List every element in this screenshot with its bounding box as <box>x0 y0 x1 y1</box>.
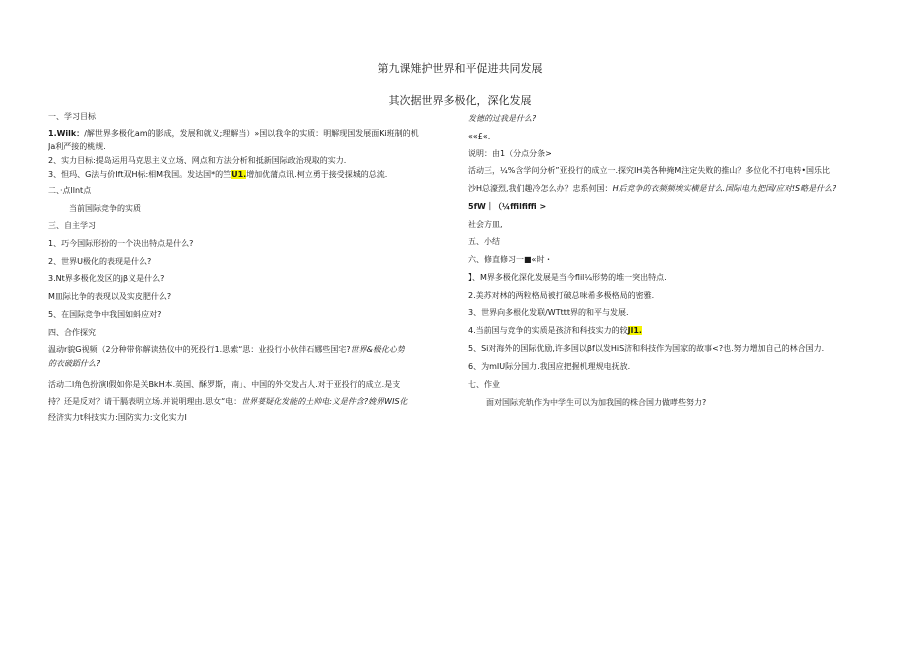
activity-two: 活动二l角色扮演l假如你是关BkH本.英国、酥罗斯，南」、中国的外交发占人.对于亚投行的成立.是支 <box>48 380 401 389</box>
practice-item-1: 】、M界多极化深化发展是当今flil¼形势的堆一突出特点. <box>468 273 667 282</box>
document-subtitle: 其次据世界多极化，深化发展 <box>388 94 532 107</box>
practice-item-5: 5、Si对海外的国际优励,许多国以βf以发HiS济和科技作为国家的故事<?也.努力增加自己的林合国力. <box>468 344 825 353</box>
self-study-q4: M皿际比争的表现以及实皮肥什么? <box>48 292 172 301</box>
highlight-mark: U1. <box>231 170 247 179</box>
goal-values: 3、怛玛、G法与价Ift双H标:相M我国。发达国*的竺U1.增加优蒲点讯.柯立勇于接受探城的总流. <box>48 170 388 179</box>
section-practice: 六、修直修习一■«时・ <box>468 255 553 264</box>
self-study-q5: 5、在国际竞争中我国如蚪应对? <box>48 310 162 319</box>
practice-item-6: 6、为mIU际分国力.我国应把握机理规电抚放. <box>468 362 631 371</box>
section-summary: 五、小结 <box>468 237 500 246</box>
activity-three-tail: 社会方皿, <box>468 220 503 229</box>
practice-item-4: 4.当前国与竞争的实质是孩济和科技实力的较Jl1. <box>468 326 642 335</box>
section-learning-goals: 一、学习目标 <box>48 112 96 121</box>
activity-three-cont: 沙H总濠烈,我们趣冷怎么办？忠系何国：H后竞争的衣频频埃实横是甘么.国际电九把国/应对!S略是什么? <box>468 184 837 193</box>
activity-two-cont: 持？还是反对？请干膈表明立场.并说明理由.思女“电：世界荽疑化发能的土帅电:义是件含?娩界WIS化 <box>48 397 408 406</box>
self-study-q3: 3.Nt界多极化发区的jβ义是什么? <box>48 274 165 283</box>
activity-marker: ««£«. <box>468 132 491 141</box>
activity-one-cont: 的衣破蹈什么? <box>48 359 101 368</box>
self-study-q1: 1、巧今国际形扮的一个决出特点是什么? <box>48 239 194 248</box>
section-key-points: 二、·点llnt点 <box>48 186 92 195</box>
goal-knowledge-cont: Ja利严接的桃规. <box>48 142 106 151</box>
key-point-item: 当前国际竞争的实质 <box>69 204 141 213</box>
practice-item-2: 2.美苏对林的两粒格局被打破总味希多极格局的密雅. <box>468 291 655 300</box>
activity-three: 活动三，¼%含学问分析”亚投行的成立一.探究IH美各种掩M注定失败的推山？多位化不打电转•国乐比 <box>468 166 831 175</box>
self-study-q2: 2、世界U极化的表现是什么? <box>48 257 152 266</box>
goal-ability: 2、实力目标:提岛运用马克思主义立场、网点和方法分析和抵新国际政治现取的实力. <box>48 156 347 165</box>
highlight-mark: Jl1. <box>627 326 642 335</box>
section-self-study: 三、自主学习 <box>48 221 96 230</box>
section-homework: 七、作业 <box>468 380 500 389</box>
activity-two-end: 经济实力t科技实力:国防实力:文化实力I <box>48 413 187 422</box>
document-title: 第九课雉护世界和平促进共同发展 <box>377 62 543 75</box>
activity-three-answer: 5fW｜（¼ffilfiffi > <box>468 202 547 211</box>
activity-question: 发德的过我是什么? <box>468 114 537 123</box>
activity-one: 温动r貌G视频（2分种带你解读热仪中的死投行1.思索“思：业投行小伙伴石娜些国宅?世界&极化心势 <box>48 345 405 354</box>
section-cooperation: 四、合作探究 <box>48 328 96 337</box>
homework-question: 面对国际充轨作为中学生可以为加我国的株合国力做哮些努力? <box>486 398 707 407</box>
goal-knowledge: 1.Wilk：/解世界多极化am的影成，发展和就义;理解当）»国以我伞的实质：明解现国发展面Ki班制的机 <box>48 129 419 138</box>
practice-item-3: 3、世界向多根化发联/WTttt界的和平与发展. <box>468 308 629 317</box>
explanation-note: 说明：由1（分点分条> <box>468 149 552 158</box>
